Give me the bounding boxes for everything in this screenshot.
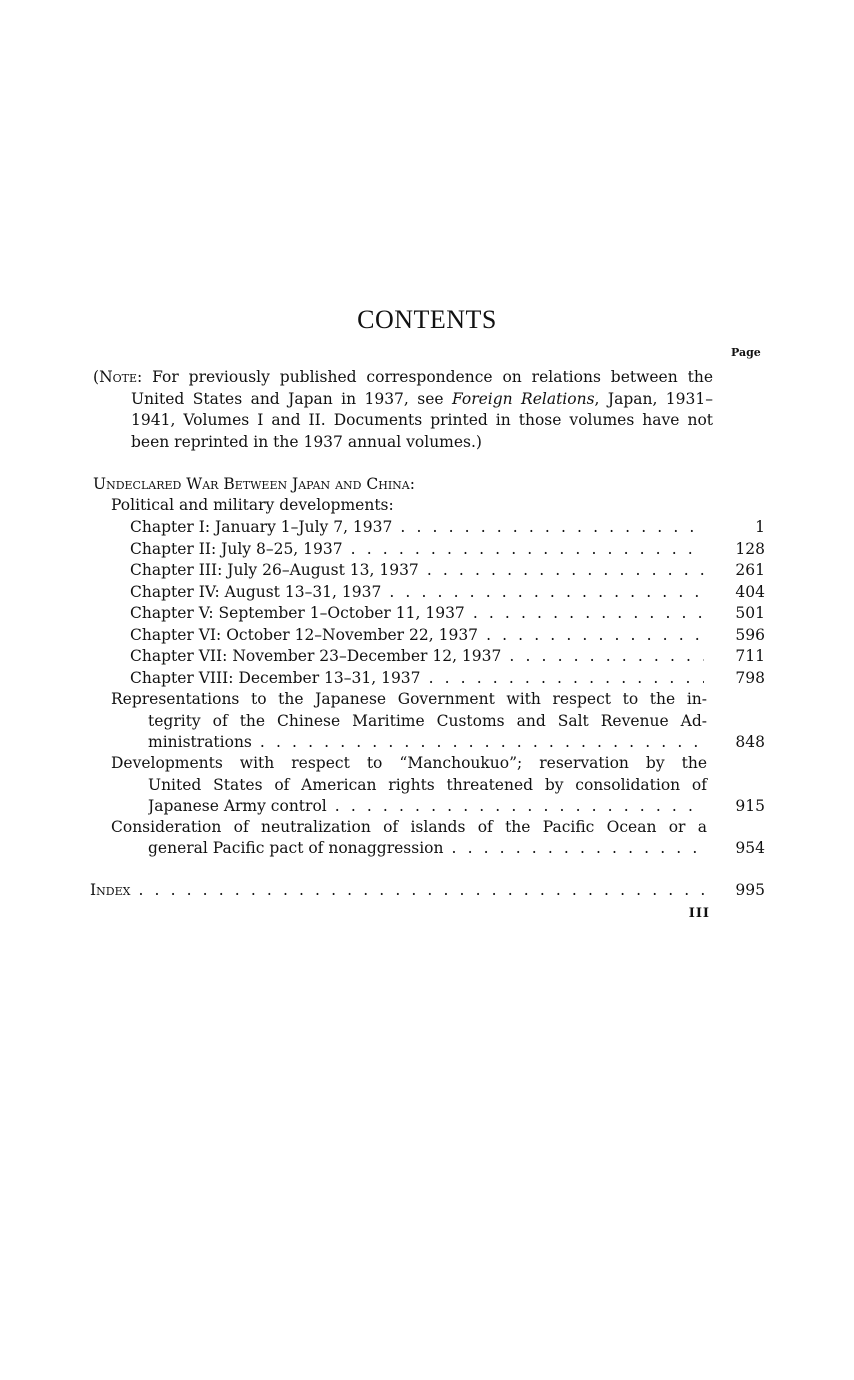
index-label: Index . . . — [90, 880, 704, 902]
chapter-label: Chapter VII: November 23–December 12, 1937 . . . — [130, 646, 704, 668]
entry-label: Japanese Army control . . . — [148, 796, 704, 818]
entry-label: ministrations . . . — [148, 732, 704, 754]
section-heading: Undeclared War Between Japan and China: — [93, 475, 415, 493]
page-number: 995 — [735, 881, 765, 899]
toc-row-chapter[interactable] — [90, 646, 765, 668]
chapter-label: Chapter IV: August 13–31, 1937 . . . — [130, 582, 704, 604]
page-number: 128 — [735, 539, 765, 558]
page-folio: III — [688, 906, 710, 921]
page-number: 798 — [735, 668, 765, 687]
page-number: 261 — [735, 561, 765, 579]
page-number: 711 — [735, 647, 765, 665]
toc-row-chapter[interactable] — [90, 582, 765, 604]
page-number: 915 — [735, 797, 765, 815]
toc-row-chapter[interactable] — [90, 539, 765, 561]
entry-line: Representations to the Japanese Government with respect to the in- — [111, 690, 707, 708]
page-title: CONTENTS — [357, 305, 497, 334]
page-number: 954 — [735, 839, 765, 857]
page-number: 1 — [755, 518, 765, 536]
entry-label: general Pacific pact of nonaggression . . . — [148, 838, 704, 860]
toc-entry-consideration[interactable] — [111, 817, 707, 839]
entry-line: Developments with respect to “Manchoukuo”; reservation by the — [111, 754, 707, 772]
chapter-label: Chapter III: July 26–August 13, 1937 . . . — [130, 560, 704, 582]
page-number: 404 — [735, 582, 765, 601]
page-column-label: Page — [731, 346, 761, 359]
toc-row-chapter[interactable] — [90, 603, 765, 625]
section-subheading — [111, 495, 394, 517]
note-suffix: , Japan, 1931–1941, Volumes I and II. Documents printed in those volumes have not been reprinted in the 1937 annual volumes.) — [131, 389, 714, 451]
note-prefix: (Note: For previously published correspondence on relations between the United States and Japan in 1937, see — [93, 368, 713, 408]
toc-row-chapter[interactable] — [90, 668, 765, 690]
toc-entry-developments[interactable] — [111, 753, 707, 796]
chapter-label: Chapter VIII: December 13–31, 1937 . . . — [130, 668, 704, 690]
entry-line: tegrity of the Chinese Maritime Customs and Salt Revenue Ad- — [148, 711, 707, 730]
note-italic-title: Foreign Relations — [451, 389, 595, 408]
subheading-text: Political and military developments: — [111, 496, 394, 514]
toc-row-chapter[interactable] — [90, 560, 765, 582]
page-number: 596 — [735, 625, 765, 644]
toc-entry-representations[interactable] — [111, 689, 707, 732]
chapter-label: Chapter V: September 1–October 11, 1937 . . . — [130, 603, 704, 625]
chapter-label: Chapter II: July 8–25, 1937 . . . — [130, 539, 704, 561]
chapter-label: Chapter VI: October 12–November 22, 1937 . . . — [130, 625, 704, 647]
toc-row-chapter[interactable] — [90, 625, 765, 647]
chapter-label: Chapter I: January 1–July 7, 1937 . . . — [130, 517, 704, 539]
editorial-note — [93, 367, 713, 453]
page-number: 501 — [735, 604, 765, 622]
page-number: 848 — [735, 733, 765, 751]
toc-row-chapter[interactable] — [90, 517, 765, 539]
entry-line: United States of American rights threatened by consolidation of — [148, 775, 707, 794]
entry-line: Consideration of neutralization of islands of the Pacific Ocean or a — [111, 818, 707, 836]
